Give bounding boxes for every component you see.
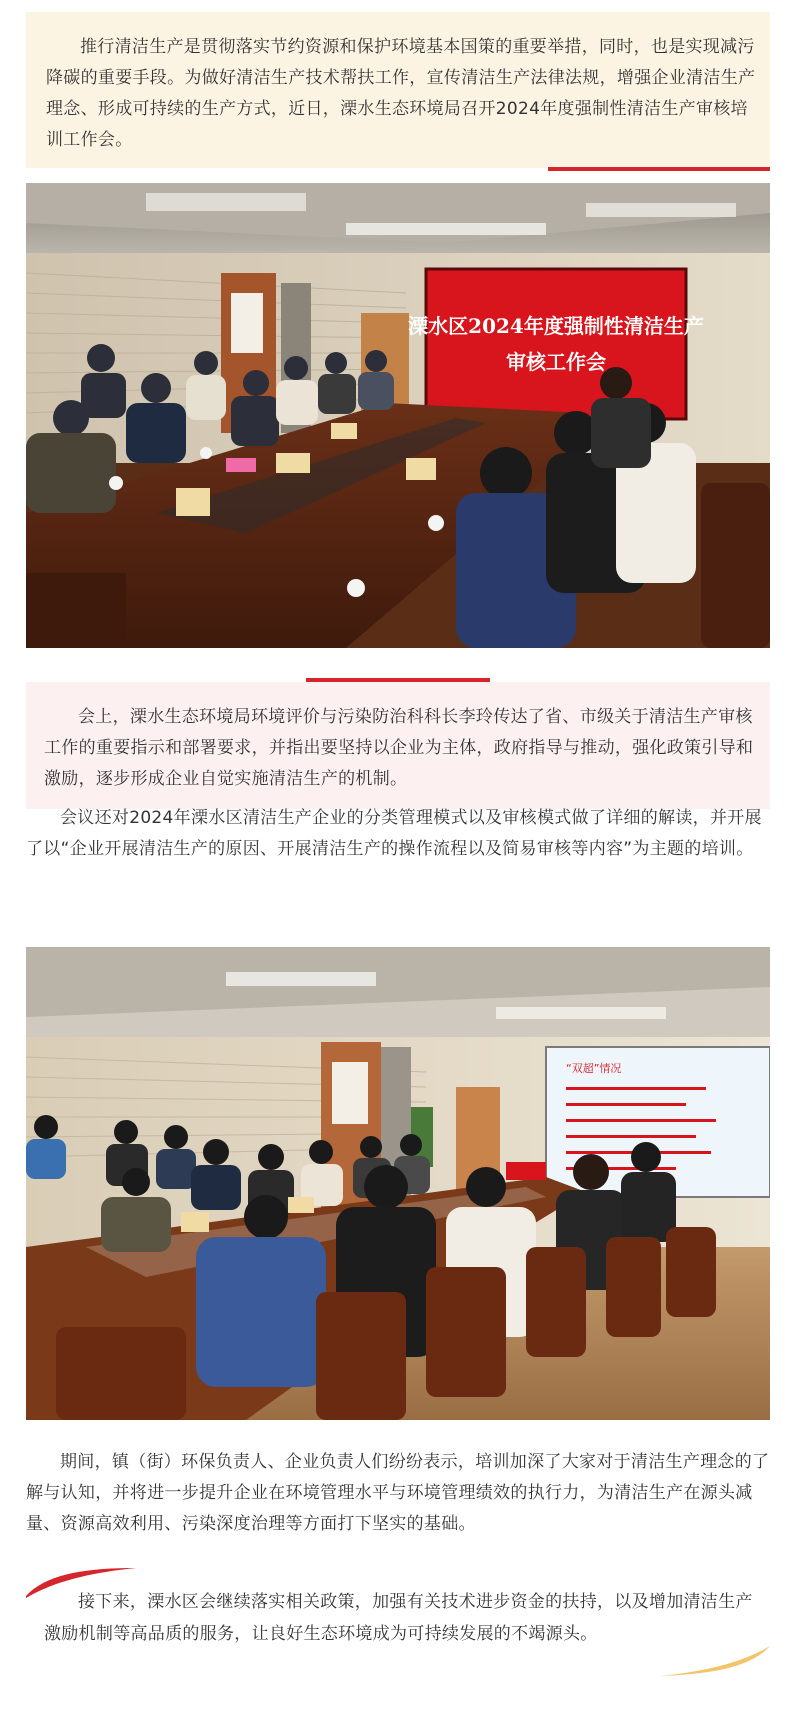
- paragraph-3-text: 会议还对2024年溧水区清洁生产企业的分类管理模式以及审核模式做了详细的解读，并开展了以“企业开展清洁生产的原因、开展清洁生产的操作流程以及简易审核等内容”为主题的培训。: [26, 808, 762, 859]
- paragraph-3: [26, 803, 770, 865]
- intro-accent-line: [548, 167, 770, 171]
- quote-box: [26, 682, 770, 809]
- projection-title: “双超”情况: [566, 1062, 622, 1075]
- closing-paragraph: 接下来，溧水区会继续落实相关政策，加强有关技术进步资金的扶持，以及增加清洁生产激励机制等高品质的服务，让良好生态环境成为可持续发展的不竭源头。: [44, 1592, 753, 1644]
- screen-title-line1: 溧水区2024年度强制性清洁生产: [408, 314, 704, 338]
- paragraph-4-text: 期间，镇（街）环保负责人、企业负责人们纷纷表示，培训加深了大家对于清洁生产理念的了解与认知，并将进一步提升企业在环境管理水平与环境管理绩效的执行力，为清洁生产在源头减量、资源高效利用、污染深度治理等方面打下坚实的基础。: [26, 1452, 770, 1534]
- screen-title-line2: 审核工作会: [506, 350, 606, 374]
- intro-paragraph: 推行清洁生产是贯彻落实节约资源和保护环境基本国策的重要举措，同时，也是实现减污降碳的重要手段。为做好清洁生产技术帮扶工作，宣传清洁生产法律法规，增强企业清洁生产理念、形成可持续的生产方式，近日，溧水生态环境局召开2024年度强制性清洁生产审核培训工作会。: [46, 37, 756, 150]
- meeting-photo-2: [26, 947, 770, 1420]
- meeting-photo-1: [26, 183, 770, 648]
- paragraph-4: [26, 1447, 770, 1540]
- corner-swoosh-gold: [660, 1646, 770, 1678]
- closing-box: [26, 1566, 770, 1676]
- quote-paragraph: 会上，溧水生态环境局环境评价与污染防治科科长李玲传达了省、市级关于清洁生产审核工作的重要指示和部署要求，并指出要坚持以企业为主体，政府指导与推动，强化政策引导和激励，逐步形成企业自觉实施清洁生产的机制。: [44, 707, 754, 789]
- intro-box: [26, 12, 770, 168]
